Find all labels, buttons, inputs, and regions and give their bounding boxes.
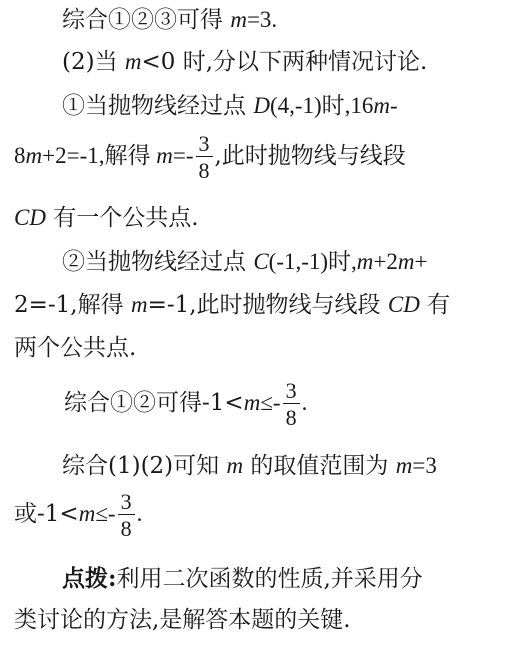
- text-segment: 8: [14, 143, 26, 169]
- text-segment: ,此时抛物线与线段: [214, 143, 406, 170]
- text-line-11: [14, 490, 142, 540]
- text-segment: 有: [419, 292, 451, 318]
- text-segment: 2=-1,解得: [14, 292, 131, 318]
- math-point: C: [253, 249, 269, 274]
- text-segment: 或-1<: [14, 501, 79, 528]
- text-line-2: [62, 50, 427, 74]
- math-segment-name: CD: [14, 205, 46, 230]
- math-variable: m: [78, 501, 96, 527]
- text-segment: +2: [373, 249, 398, 274]
- math-variable: m: [243, 390, 261, 416]
- text-segment: ②当抛物线经过点: [62, 249, 254, 275]
- text-segment: (-1,-1)时,: [268, 249, 357, 274]
- text-line-6: [62, 250, 428, 274]
- text-line-13: [14, 609, 351, 632]
- text-segment: +: [414, 249, 428, 274]
- math-variable: m: [230, 7, 247, 32]
- math-variable: m: [124, 49, 142, 74]
- math-variable: m: [356, 249, 374, 274]
- math-variable: m: [130, 292, 148, 317]
- text-segment: =-1,此时抛物线与线段: [147, 292, 388, 318]
- text-segment: =3: [412, 453, 437, 478]
- text-segment: 的取值范围为: [243, 453, 396, 479]
- text-line-1: [62, 8, 277, 32]
- text-line-7: [14, 293, 450, 317]
- text-line-5: [14, 206, 199, 230]
- text-segment: (2)当: [62, 49, 125, 75]
- text-line-10: [62, 454, 437, 478]
- text-segment: 综合①②可得-1<: [64, 390, 244, 417]
- math-segment-name: CD: [387, 292, 420, 317]
- text-segment: .: [136, 501, 143, 527]
- fraction: [196, 132, 213, 182]
- text-segment: (4,-1)时,16: [269, 93, 374, 118]
- fraction-numerator: 3: [118, 490, 135, 515]
- text-segment: =-: [172, 143, 194, 169]
- text-segment: =3.: [246, 7, 278, 32]
- text-line-3: [62, 94, 398, 118]
- math-variable: m: [25, 143, 43, 169]
- text-segment: ≤-: [95, 501, 116, 527]
- text-segment: 有一个公共点.: [45, 205, 199, 231]
- math-point: D: [253, 93, 270, 118]
- text-segment: 类讨论的方法,是解答本题的关键.: [14, 607, 351, 633]
- fraction-denominator: 8: [120, 516, 132, 542]
- text-line-9: [64, 379, 307, 429]
- text-segment: ≤-: [260, 390, 281, 416]
- math-variable: m: [373, 93, 391, 118]
- fraction: [283, 379, 300, 429]
- text-line-4: [14, 132, 406, 182]
- text-segment: -: [390, 93, 398, 118]
- text-segment: 综合①②③可得: [62, 7, 231, 33]
- fraction: [118, 490, 135, 540]
- text-segment: +2=-1,解得: [42, 143, 157, 169]
- text-segment: 利用二次函数的性质,并采用分: [116, 566, 423, 592]
- text-segment: 综合(1)(2)可知: [62, 453, 227, 479]
- text-segment: .: [301, 390, 308, 416]
- math-variable: m: [397, 249, 415, 274]
- math-variable: m: [226, 453, 244, 478]
- fraction-denominator: 8: [198, 158, 210, 184]
- fraction-numerator: 3: [196, 132, 213, 157]
- text-segment: 两个公共点.: [14, 335, 137, 361]
- tip-heading: 点拨:: [62, 565, 117, 592]
- math-variable: m: [156, 143, 173, 169]
- fraction-numerator: 3: [283, 379, 300, 404]
- text-line-12: [62, 567, 423, 591]
- text-segment: <0 时,分以下两种情况讨论.: [141, 49, 428, 75]
- text-line-8: [14, 337, 136, 360]
- math-variable: m: [395, 453, 413, 478]
- text-segment: ①当抛物线经过点: [62, 93, 254, 119]
- fraction-denominator: 8: [285, 405, 297, 431]
